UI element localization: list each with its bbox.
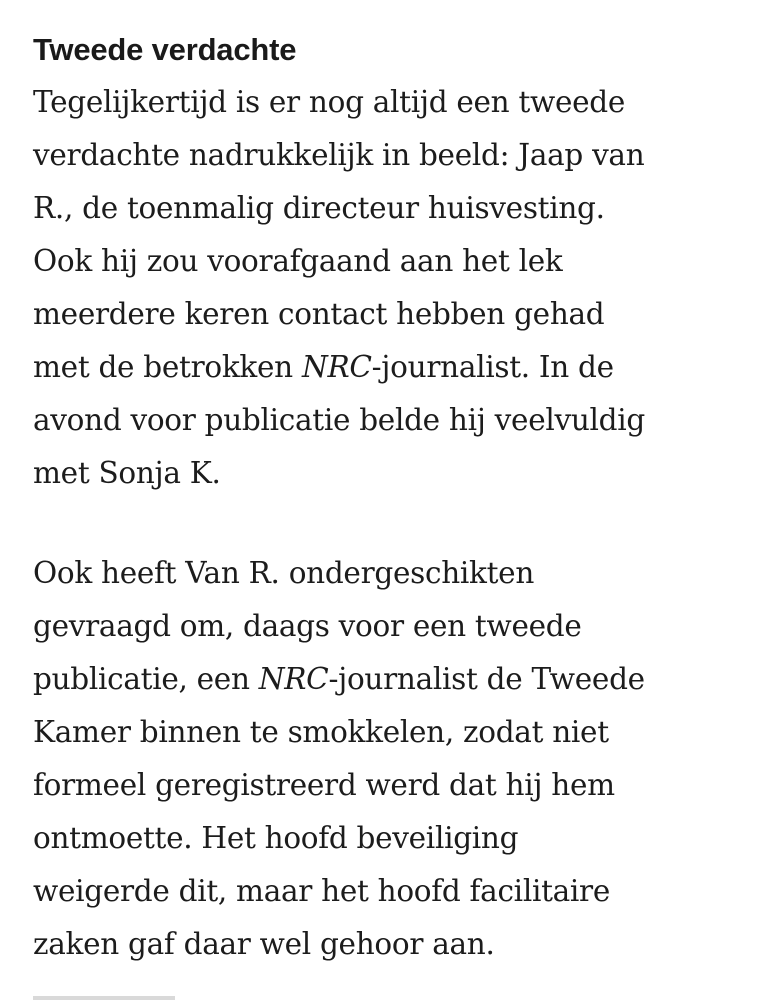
paragraph-line: weigerde dit, maar het hoofd facilitaire — [33, 874, 611, 908]
newspaper-name: NRC — [301, 350, 372, 384]
paragraph-1 — [33, 76, 753, 500]
text-run: publicatie, een — [33, 662, 259, 696]
paragraph-line — [33, 653, 753, 706]
article-body — [33, 26, 753, 971]
paragraph-line: avond voor publicatie belde hij veelvuldig — [33, 403, 645, 437]
text-run: -journalist. In de — [371, 350, 614, 384]
paragraph-line: ontmoette. Het hoofd beveiliging — [33, 821, 519, 855]
text-run: -journalist de Tweede — [328, 662, 645, 696]
paragraph-line: meerdere keren contact hebben gehad — [33, 297, 605, 331]
paragraph-line: Kamer binnen te smokkelen, zodat niet — [33, 715, 609, 749]
paragraph-2 — [33, 547, 753, 971]
paragraph-line: Ook heeft Van R. ondergeschikten — [33, 556, 535, 590]
paragraph-line: zaken gaf daar wel gehoor aan. — [33, 927, 495, 961]
paragraph-line: gevraagd om, daags voor een tweede — [33, 609, 582, 643]
paragraph-line: met Sonja K. — [33, 456, 221, 490]
paragraph-line — [33, 341, 753, 394]
section-heading: Tweede verdachte — [33, 32, 297, 67]
newspaper-name: NRC — [258, 662, 329, 696]
paragraph-line: R., de toenmalig directeur huisvesting. — [33, 191, 605, 225]
paragraph-line: formeel geregistreerd werd dat hij hem — [33, 768, 615, 802]
paragraph-line: Ook hij zou voorafgaand aan het lek — [33, 244, 563, 278]
text-run: met de betrokken — [33, 350, 302, 384]
bottom-divider — [33, 996, 175, 1000]
paragraph-line: verdachte nadrukkelijk in beeld: Jaap van — [33, 138, 645, 172]
paragraph-line: Tegelijkertijd is er nog altijd een tweede — [33, 85, 626, 119]
